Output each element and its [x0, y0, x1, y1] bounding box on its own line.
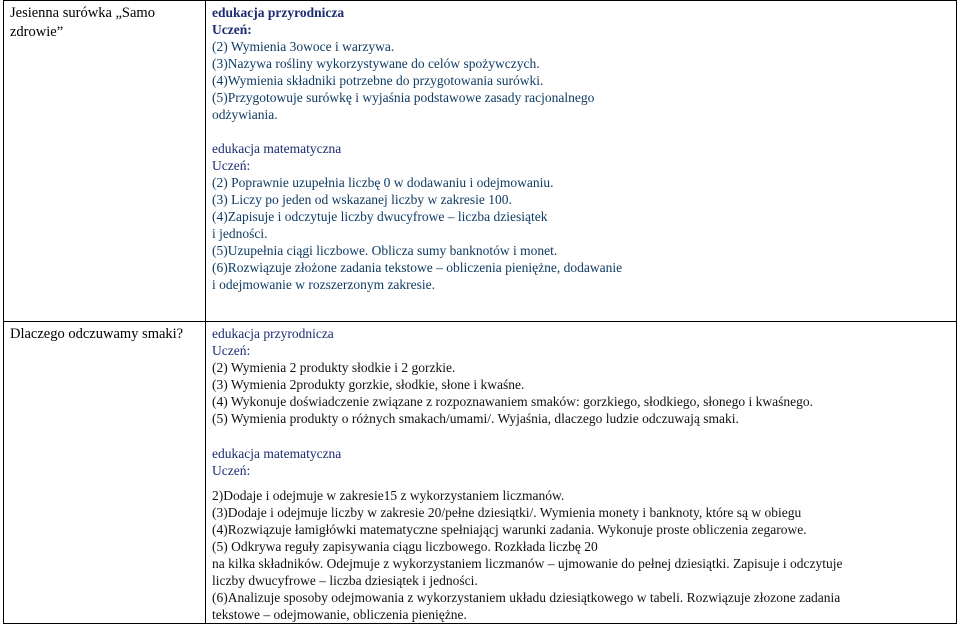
objective-line: (5)Przygotowuje surówkę i wyjaśnia podstawowe zasady racjonalnego	[212, 90, 595, 105]
objective-line: i odejmowanie w rozszerzonym zakresie.	[212, 277, 436, 292]
objective-line: 2)Dodaje i odejmuje w zakresie15 z wykorzystaniem liczmanów.	[212, 488, 565, 503]
objective-line: (2) Poprawnie uzupełnia liczbę 0 w dodawaniu i odejmowaniu.	[212, 175, 554, 190]
student-label: Uczeń:	[212, 343, 251, 358]
section-heading: edukacja matematyczna	[212, 141, 342, 156]
section-math-education	[212, 445, 956, 623]
section-heading: edukacja przyrodnicza	[212, 326, 334, 341]
table-row	[4, 1, 957, 322]
student-label: Uczeń:	[212, 463, 251, 478]
objective-line: (5) Odkrywa reguły zapisywania ciągu liczbowego. Rozkłada liczbę 20	[212, 539, 598, 554]
objective-line: liczby dwucyfrowe – liczba dziesiątek i jedności.	[212, 573, 478, 588]
objective-line: (3)Nazywa rośliny wykorzystywane do celów spożywczych.	[212, 56, 540, 71]
objective-line: (3) Wymienia 2produkty gorzkie, słodkie, słone i kwaśne.	[212, 377, 525, 392]
objective-line: (3) Liczy po jeden od wskazanej liczby w zakresie 100.	[212, 192, 512, 207]
objective-line: (5)Uzupełnia ciągi liczbowe. Oblicza sumy banknotów i monet.	[212, 243, 558, 258]
objective-line: (2) Wymienia 3owoce i warzywa.	[212, 39, 395, 54]
section-math-education	[212, 140, 956, 293]
student-label: Uczeń:	[212, 22, 252, 37]
topic-label: Jesienna surówka „Samo zdrowie”	[10, 5, 155, 40]
objective-line: (2) Wymienia 2 produkty słodkie i 2 gorzkie.	[212, 360, 456, 375]
curriculum-table	[3, 0, 957, 624]
section-spacer	[212, 427, 956, 445]
section-nature-education	[212, 4, 956, 123]
objective-line: (4)Zapisuje i odczytuje liczby dwucyfrowe – liczba dziesiątek	[212, 209, 548, 224]
objective-line: odżywiania.	[212, 107, 278, 122]
section-spacer	[212, 123, 956, 140]
objective-line: i jedności.	[212, 226, 268, 241]
content-cell	[206, 1, 957, 322]
objective-line: (4)Rozwiązuje łamigłówki matematyczne spełniającj warunki zadania. Wykonuje proste obliczenia zegarowe.	[212, 522, 807, 537]
objective-line: (3)Dodaje i odejmuje liczby w zakresie 20/pełne dziesiątki/. Wymienia monety i banknoty, które są w obiegu	[212, 505, 802, 520]
section-spacer	[212, 479, 956, 487]
section-heading: edukacja przyrodnicza	[212, 5, 345, 20]
section-heading: edukacja matematyczna	[212, 446, 342, 461]
table-row	[4, 322, 957, 624]
objective-line: na kilka składników. Odejmuje z wykorzystaniem liczmanów – ujmowanie do pełnej dziesiątki. Zapisuje i odczytuje	[212, 556, 843, 571]
topic-label: Dlaczego odczuwamy smaki?	[10, 326, 184, 342]
objective-line: (6)Rozwiązuje złożone zadania tekstowe – obliczenia pieniężne, dodawanie	[212, 260, 623, 275]
objective-line: (4)Wymienia składniki potrzebne do przygotowania surówki.	[212, 73, 544, 88]
topic-cell	[4, 1, 206, 322]
student-label: Uczeń:	[212, 158, 251, 173]
topic-cell	[4, 322, 206, 624]
content-cell	[206, 322, 957, 624]
section-nature-education	[212, 325, 956, 427]
objective-line: (6)Analizuje sposoby odejmowania z wykorzystaniem układu dziesiątkowego w tabeli. Rozwiązuje złozone zadania	[212, 590, 841, 605]
objective-line: (5) Wymienia produkty o różnych smakach/umami/. Wyjaśnia, dlaczego ludzie odczuwają smaki.	[212, 411, 739, 426]
objective-line: (4) Wykonuje doświadczenie związane z rozpoznawaniem smaków: gorzkiego, słodkiego, słonego i kwaśnego.	[212, 394, 814, 409]
objective-line: tekstowe – odejmowanie, obliczenia pieniężne.	[212, 607, 467, 622]
